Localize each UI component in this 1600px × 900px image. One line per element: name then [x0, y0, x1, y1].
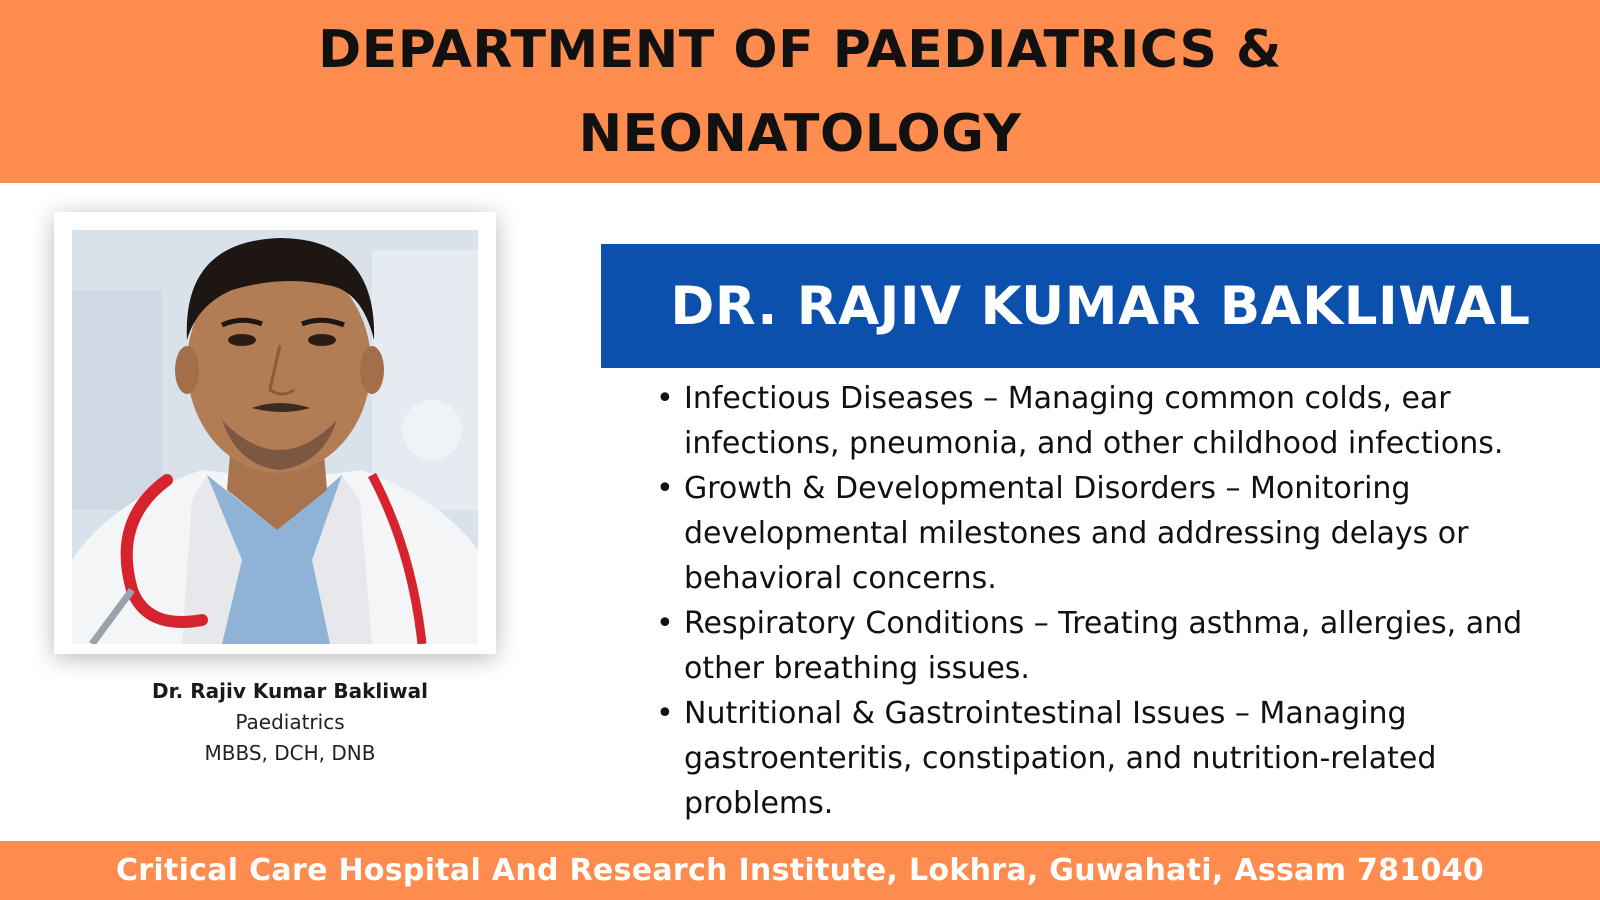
bullet-icon: •	[656, 381, 674, 416]
service-item	[650, 466, 1585, 601]
doctor-name-heading: DR. RAJIV KUMAR BAKLIWAL	[670, 275, 1531, 337]
doctor-photo-frame	[54, 212, 496, 654]
caption-department: Paediatrics	[235, 710, 345, 734]
footer-banner	[0, 841, 1600, 900]
service-text: Infectious Diseases – Managing common colds, ear infections, pneumonia, and other childhood infections.	[684, 381, 1504, 461]
doctor-caption	[130, 676, 450, 769]
caption-qualifications: MBBS, DCH, DNB	[204, 741, 376, 765]
service-item	[650, 376, 1585, 466]
caption-doctor-name: Dr. Rajiv Kumar Bakliwal	[152, 679, 428, 703]
service-text: Nutritional & Gastrointestinal Issues – Managing gastroenteritis, constipation, and nutrition-related problems.	[684, 696, 1437, 821]
service-item	[650, 691, 1585, 826]
hospital-address: Critical Care Hospital And Research Institute, Lokhra, Guwahati, Assam 781040	[115, 853, 1485, 888]
doctor-name-banner	[601, 244, 1600, 368]
service-text: Growth & Developmental Disorders – Monitoring developmental milestones and addressing delays or behavioral concerns.	[684, 471, 1469, 596]
department-title: DEPARTMENT OF PAEDIATRICS & NEONATOLOGY	[318, 19, 1282, 164]
header-banner	[0, 0, 1600, 183]
service-text: Respiratory Conditions – Treating asthma, allergies, and other breathing issues.	[684, 606, 1523, 686]
bullet-icon: •	[656, 471, 674, 506]
services-list	[650, 376, 1585, 826]
bullet-icon: •	[656, 696, 674, 731]
service-item	[650, 601, 1585, 691]
doctor-photo	[72, 230, 478, 644]
bullet-icon: •	[656, 606, 674, 641]
